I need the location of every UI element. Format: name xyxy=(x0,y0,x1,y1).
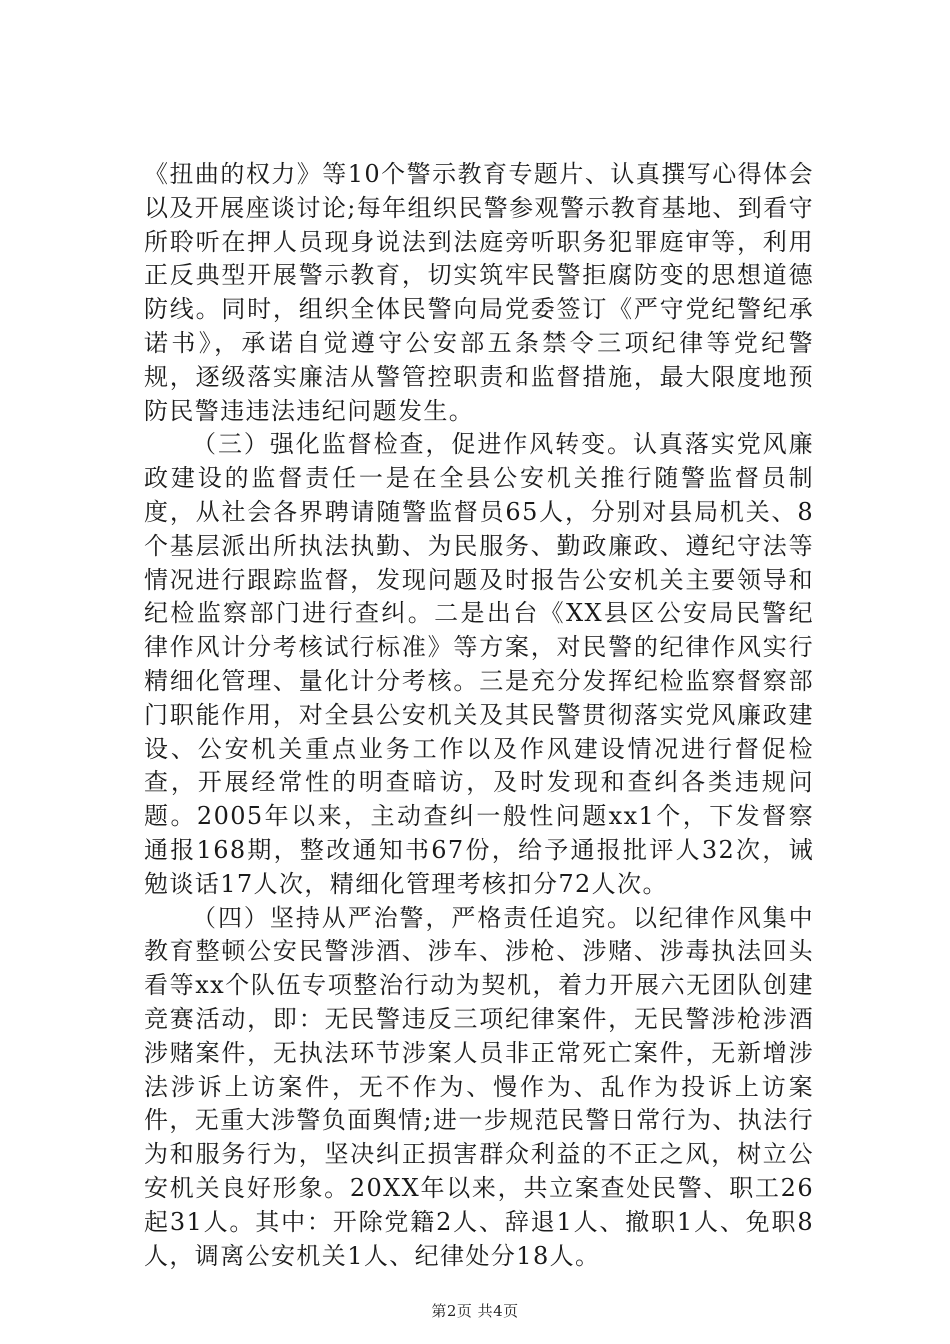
page-footer: 第2页 共4页 xyxy=(431,1302,519,1320)
paragraph-supervision-inspection: （三）强化监督检查，促进作风转变。认真落实党风廉政建设的监督责任一是在全县公安机关推行随警监督员制度，从社会各界聘请随警监督员65人，分别对县局机关、8个基层派出所执法执勤、为民服务、勤政廉政、遵纪守法等情况进行跟踪监督，发现问题及时报告公安机关主要领导和纪检监察部门进行查纠。二是出台《XX县区公安局民警纪律作风计分考核试行标准》等方案，对民警的纪律作风实行精细化管理、量化计分考核。三是充分发挥纪检监察督察部门职能作用，对全县公安机关及其民警贯彻落实党风廉政建设、公安机关重点业务工作以及作风建设情况进行督促检查，开展经常性的明查暗访，及时发现和查纠各类违规问题。2005年以来，主动查纠一般性问题xx1个，下发督察通报168期，整改通知书67份，给予通报批评人32次，诫勉谈话17人次，精细化管理考核扣分72人次。 xyxy=(144,430,814,898)
paragraph-warning-education: 《扭曲的权力》等10个警示教育专题片、认真撰写心得体会以及开展座谈讨论;每年组织民警参观警示教育基地、到看守所聆听在押人员现身说法到法庭旁听职务犯罪庭审等，利用正反典型开展警示教育，切实筑牢民警拒腐防变的思想道德防线。同时，组织全体民警向局党委签订《严守党纪警纪承诺书》，承诺自觉遵守公安部五条禁令三项纪律等党纪警规，逐级落实廉洁从警管控职责和监督措施，最大限度地预防民警违违法违纪问题发生。 xyxy=(144,160,814,425)
document-body xyxy=(144,158,814,1273)
paragraph-strict-discipline: （四）坚持从严治警，严格责任追究。以纪律作风集中教育整顿公安民警涉酒、涉车、涉枪、涉赌、涉毒执法回头看等xx个队伍专项整治行动为契机，着力开展六无团队创建竞赛活动，即：无民警违反三项纪律案件，无民警涉枪涉酒涉赌案件，无执法环节涉案人员非正常死亡案件，无新增涉法涉诉上访案件，无不作为、慢作为、乱作为投诉上访案件，无重大涉警负面舆情;进一步规范民警日常行为、执法行为和服务行为，坚决纠正损害群众利益的不正之风，树立公安机关良好形象。20XX年以来，共立案查处民警、职工26起31人。其中：开除党籍2人、辞退1人、撤职1人、免职8人，调离公安机关1人、纪律处分18人。 xyxy=(144,903,814,1270)
